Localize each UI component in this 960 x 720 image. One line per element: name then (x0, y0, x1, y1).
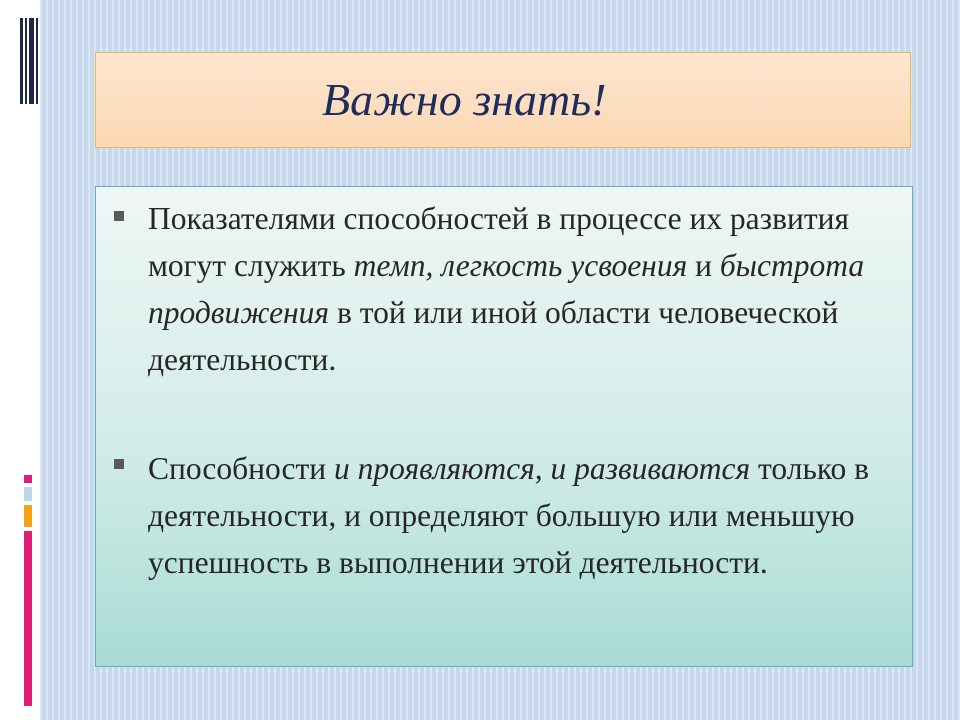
side-mark-pink-bottom (24, 531, 32, 706)
para2-segment-2: и проявляются, и развиваются (334, 451, 751, 486)
side-mark-pink-top (24, 475, 32, 483)
para2-segment-1: Способности (148, 451, 335, 486)
para1-segment-2: темп, легкость усвоения (353, 248, 688, 283)
content-box (95, 186, 913, 667)
title-box (95, 52, 911, 148)
para1-segment-1: Показателями способностей в процессе их развития могут служить (148, 201, 849, 283)
decor-bars (20, 18, 40, 104)
left-decor-strip (0, 0, 40, 720)
para1-segment-4: быстрота продвижения (148, 248, 865, 330)
side-mark-light (24, 487, 32, 501)
bullet-paragraph-2 (148, 445, 908, 586)
bullet-square-icon (114, 211, 124, 221)
slide-title: Важно знать! (322, 74, 607, 125)
bullet-paragraph-1 (148, 195, 908, 383)
para2-segment-3: только в деятельности, и определяют большую или меньшую успешность в выполнении этой деятельности. (148, 451, 870, 580)
para1-segment-3: и (687, 248, 720, 283)
para1-segment-5: в той или иной области человеческой деятельности. (148, 295, 839, 377)
bullet-square-icon (114, 459, 124, 469)
side-mark-orange (24, 505, 32, 527)
